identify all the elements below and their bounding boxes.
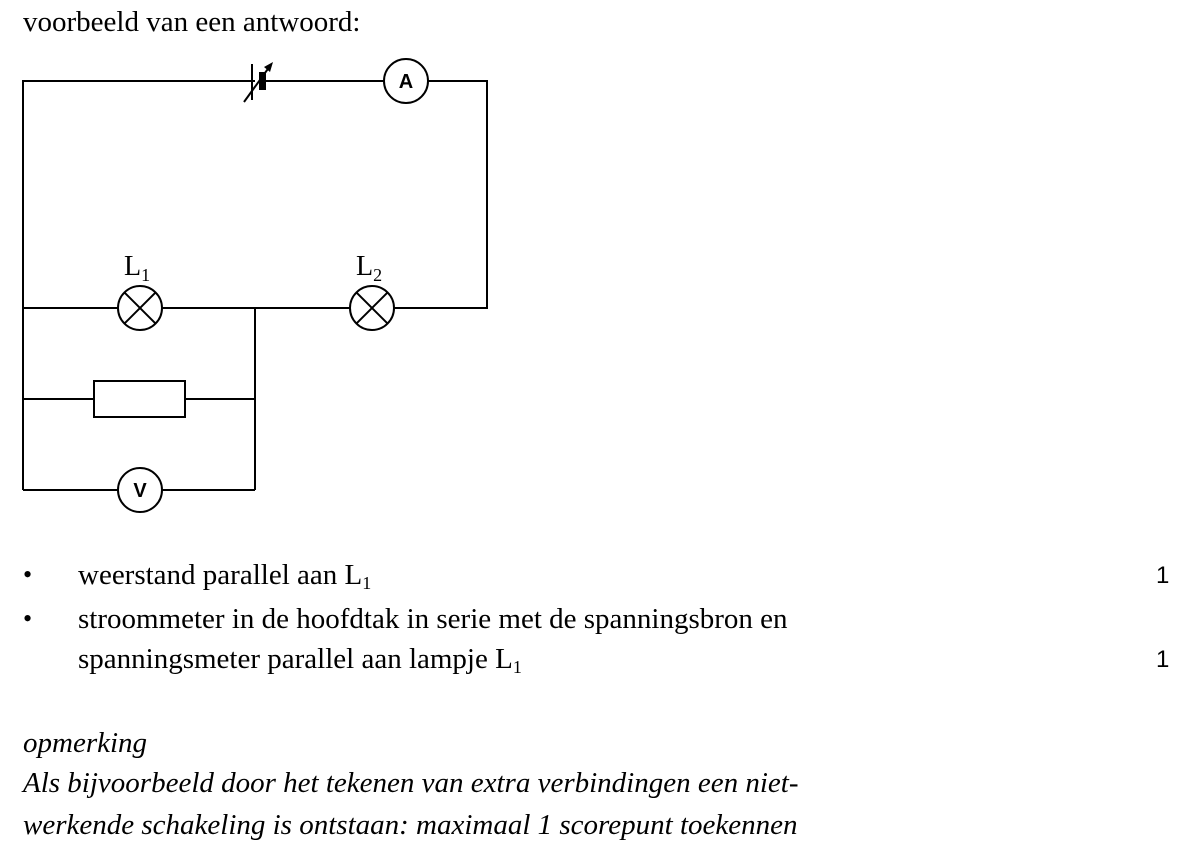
voltmeter-letter: V: [133, 480, 147, 502]
criterion-1-score: 1: [1156, 562, 1170, 589]
lamp-l1-label: L1: [124, 251, 151, 285]
lamp-l2-icon: [350, 286, 394, 330]
criterion-1-text: weerstand parallel aan $L_1$: [78, 559, 372, 593]
lamp-l1-icon: [118, 286, 162, 330]
criterion-2-score: 1: [1156, 646, 1170, 673]
voltmeter-icon: [118, 468, 162, 512]
intro-text: voorbeeld van een antwoord:: [23, 6, 361, 38]
bullet-1: •: [23, 560, 33, 589]
lamp-l2-label: L2: [356, 251, 383, 285]
bullet-2: •: [23, 604, 33, 633]
circuit-diagram: [0, 0, 520, 530]
note-line-2: werkende schakeling is ontstaan: maximaal 1 scorepunt toekennen: [23, 809, 798, 841]
resistor-icon: [94, 381, 185, 417]
ammeter-letter: A: [398, 71, 414, 93]
criterion-2-line2: spanningsmeter parallel aan lampje $L_1$: [78, 643, 522, 677]
note-heading: opmerking: [23, 727, 148, 759]
criterion-2-line1: stroommeter in de hoofdtak in serie met de spanningsbron en: [78, 603, 788, 635]
ammeter-icon: [384, 59, 428, 103]
note-line-1: Als bijvoorbeeld door het tekenen van extra verbindingen een niet-: [23, 767, 799, 799]
